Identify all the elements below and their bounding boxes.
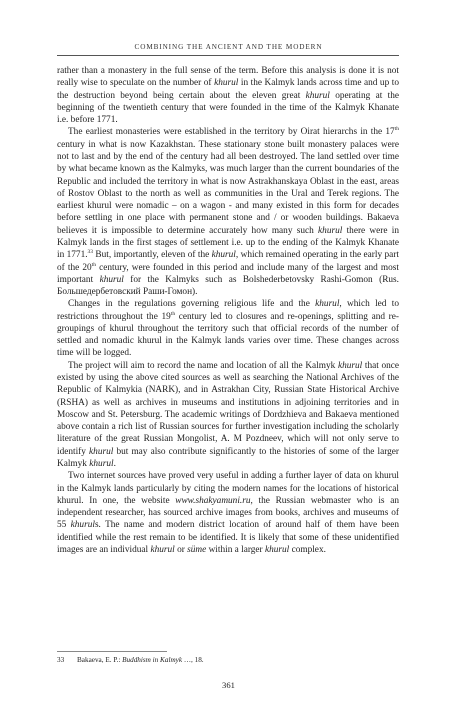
italic-text: www.shakyamuni.ru <box>175 495 251 506</box>
italic-text: khurul <box>70 520 95 531</box>
italic-text: khurul <box>318 225 343 236</box>
text-run: complex. <box>289 544 326 555</box>
text-run: Two internet sources have proved very useful in adding a further layer of data on khurul in the Kalmyk lands particularly by citing the modern names for the locations of historical khurul. In one, the website <box>57 471 399 506</box>
paragraph <box>57 360 399 471</box>
header-rule <box>57 55 399 56</box>
footnote-text <box>77 656 204 664</box>
text-run: rather than a monastery in the full sense of the term. Before this analysis is done it is not really wise to speculate on the number of <box>57 66 399 89</box>
text-run: The earliest monasteries were established in the territory by Oirat hierarchs in the 17 <box>68 127 395 138</box>
footnote-number: 33 <box>57 656 65 664</box>
paragraph <box>57 298 399 359</box>
footnote-rule <box>57 651 167 652</box>
italic-text: Buddhism in Kalmyk <box>122 656 183 664</box>
text-run: The project will aim to record the name and location of all the Kalmyk <box>68 360 338 371</box>
text-run: . <box>113 459 116 469</box>
text-run: , the Russian webmaster who is an independent researcher, has sourced archive images from books, archives and museums of 55 <box>57 495 399 531</box>
superscript: 33 <box>87 249 94 256</box>
paragraph <box>57 65 399 126</box>
text-run: , which led to restrictions throughout the 19 <box>57 299 399 322</box>
footnote-33 <box>57 656 399 665</box>
text-run: century led to closures and re-openings, splitting and re-groupings of khurul throughout the territory such that official records of the number of settled and nomadic khurul in the Kalmyk lands varies over time. These changes across time will be logged. <box>57 311 399 359</box>
text-run: But, importantly, eleven of the <box>93 250 212 261</box>
text-run: in the Kalmyk lands across time and up to the destruction beyond being certain about the eleven great <box>57 78 399 101</box>
italic-text: khurul <box>89 446 114 457</box>
text-run: but may also contribute significantly to the histories of some of the larger Kalmyk <box>57 446 399 469</box>
paragraph <box>57 470 399 556</box>
text-run: Bakaeva, E. P.: <box>77 656 123 664</box>
text-run: for the Kalmyks such as Bolshederbetovsky Rashi-Gomon (Rus. Большедербетовский Раши-Гомон). <box>57 274 399 298</box>
text-run: or <box>174 544 188 555</box>
running-header: COMBINING THE ANCIENT AND THE MODERN <box>134 43 323 51</box>
italic-text: khurul <box>315 299 340 310</box>
text-run: within a larger <box>206 544 265 555</box>
text-run: operating at the beginning of the twentieth century that were founded in the time of the Kalmyk Khanate i.e. before 1771. <box>57 90 399 126</box>
italic-text: khurul <box>214 78 239 89</box>
italic-text: süme <box>187 544 207 555</box>
text-run: that once existed by using the above cited sources as well as searching the National Archives of the Republic of Kalmykia (NARK), and in Astrakhan City, Russian State Historical Archive (RSHA) as well as archives in museums and institutions in adjoining territories and in Moscow and St. Petersburg. The academic writings of Dordzhieva and Bakaeva mentioned above contain a rich list of Russian sources for further investigation including the scholarly literature of the great Russian Mongolist, A. M Pozdneev, which will not only serve to identify <box>57 360 400 457</box>
italic-text: khurul <box>337 360 363 371</box>
superscript: th <box>170 310 176 317</box>
paragraph <box>57 126 399 298</box>
text-run: , which remained operating in the early part of the 20 <box>57 250 399 273</box>
italic-text: khurul <box>264 544 290 555</box>
superscript: th <box>91 261 96 268</box>
text-run: century in what is now Kazakhstan. These stationary stone built monastery palaces were not to last and by the end of the century had all been destroyed. The land settled over time by what became known as the Kalmyks, was much larger than the current boundaries of the Republic and included the territory in what is now Astrakhanskaya Oblast in the east, areas of Rostov Oblast to the north as well as communities in the Ural and Terek regions. The earliest khurul were nomadic – on a wagon - and many existed in this form for decades before settling in one place with permanent stone and / or wooden buildings. Bakaeva believes it is impossible to determine accurately how many such <box>57 139 399 236</box>
text-run: …, 18. <box>182 656 204 664</box>
page-number: 361 <box>222 680 235 690</box>
italic-text: khurul <box>99 274 124 285</box>
text-run: there were in Kalmyk lands in the first stages of settlement i.e. up to the ending of the Kalmyk Khanate in 1771. <box>57 225 399 261</box>
text-run: s. The name and modern district location of around half of them have been identified while the rest remain to be identified. It is likely that some of these unidentified images are an individual <box>57 520 399 555</box>
italic-text: khurul <box>211 250 236 261</box>
body-text <box>57 65 399 556</box>
text-run: Changes in the regulations governing religious life and the <box>68 299 316 310</box>
text-run: century, were founded in this period and include many of the largest and most important <box>57 262 399 285</box>
italic-text: khurul <box>305 90 330 101</box>
italic-text: khurul <box>150 544 175 555</box>
italic-text: khurul <box>89 459 114 469</box>
superscript: th <box>394 126 399 133</box>
